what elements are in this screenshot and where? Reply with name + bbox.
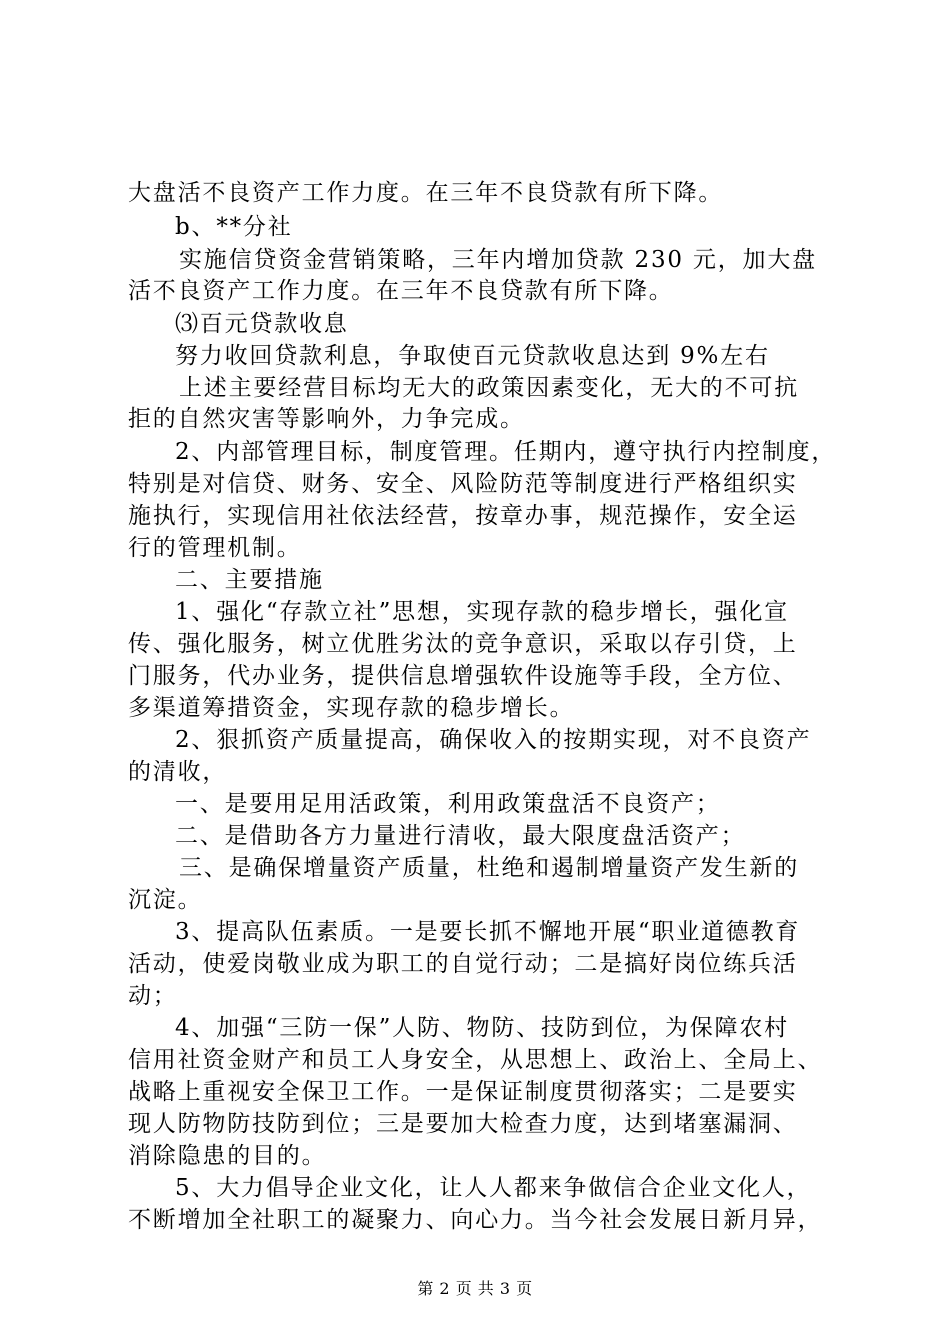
text-line: 二、是借助各方力量进行清收，最大限度盘活资产； (175, 823, 746, 849)
text-line: 门服务，代办业务，提供信息增强软件设施等手段，全方位、 (128, 663, 798, 689)
text-line: 动； (128, 983, 178, 1009)
text-line: b、**分社 (175, 214, 293, 240)
text-line: 特别是对信贷、财务、安全、风险防范等制度进行严格组织实 (128, 471, 798, 497)
text-line: 大盘活不良资产工作力度。在三年不良贷款有所下降。 (128, 180, 724, 206)
text-line: 一、是要用足用活政策，利用政策盘活不良资产； (175, 791, 721, 817)
text-line: 2、狠抓资产质量提高，确保收入的按期实现，对不良资产 (175, 727, 812, 753)
text-line: 二、主要措施 (175, 567, 324, 593)
text-line: 行的管理机制。 (128, 535, 302, 561)
text-line: 三、是确保增量资产质量，杜绝和遏制增量资产发生新的 (179, 855, 799, 881)
text-line: 拒的自然灾害等影响外，力争完成。 (128, 406, 525, 432)
page-footer (0, 1279, 950, 1299)
text-line: 不断增加全社职工的凝聚力、向心力。当今社会发展日新月异， (128, 1207, 823, 1233)
text-line: 活不良资产工作力度。在三年不良贷款有所下降。 (128, 278, 674, 304)
text-line: 多渠道筹措资金，实现存款的稳步增长。 (128, 695, 575, 721)
text-line: 2、内部管理目标，制度管理。任期内，遵守执行内控制度， (175, 439, 837, 465)
text-line: 活动，使爱岗敬业成为职工的自觉行动；二是搞好岗位练兵活 (128, 951, 798, 977)
text-line: ⑶百元贷款收息 (175, 311, 349, 337)
text-line: 努力收回贷款利息，争取使百元贷款收息达到 9%左右 (175, 343, 770, 369)
text-line: 沉淀。 (128, 887, 203, 913)
text-line: 实施信贷资金营销策略，三年内增加贷款 230 元，加大盘 (179, 247, 817, 273)
text-line: 施执行，实现信用社依法经营，按章办事，规范操作，安全运 (128, 503, 798, 529)
text-line: 4、加强“三防一保”人防、物防、技防到位，为保障农村 (175, 1015, 789, 1041)
text-line: 1、强化“存款立社”思想，实现存款的稳步增长，强化宣 (175, 599, 789, 625)
text-line: 5、大力倡导企业文化，让人人都来争做信合企业文化人， (175, 1175, 812, 1201)
text-line: 战略上重视安全保卫工作。一是保证制度贯彻落实；二是要实 (128, 1079, 798, 1105)
text-line: 上述主要经营目标均无大的政策因素变化，无大的不可抗 (179, 375, 799, 401)
text-line: 消除隐患的目的。 (128, 1143, 327, 1169)
text-line: 信用社资金财产和员工人身安全，从思想上、政治上、全局上、 (128, 1047, 823, 1073)
text-line: 3、提高队伍素质。一是要长抓不懈地开展“职业道德教育 (175, 919, 801, 945)
text-line: 的清收， (128, 759, 228, 785)
text-line: 传、强化服务，树立优胜劣汰的竞争意识，采取以存引贷，上 (128, 631, 798, 657)
text-line: 现人防物防技防到位；三是要加大检查力度，达到堵塞漏洞、 (128, 1111, 798, 1137)
page-number: 第 2 页 共 3 页 (417, 1279, 533, 1298)
